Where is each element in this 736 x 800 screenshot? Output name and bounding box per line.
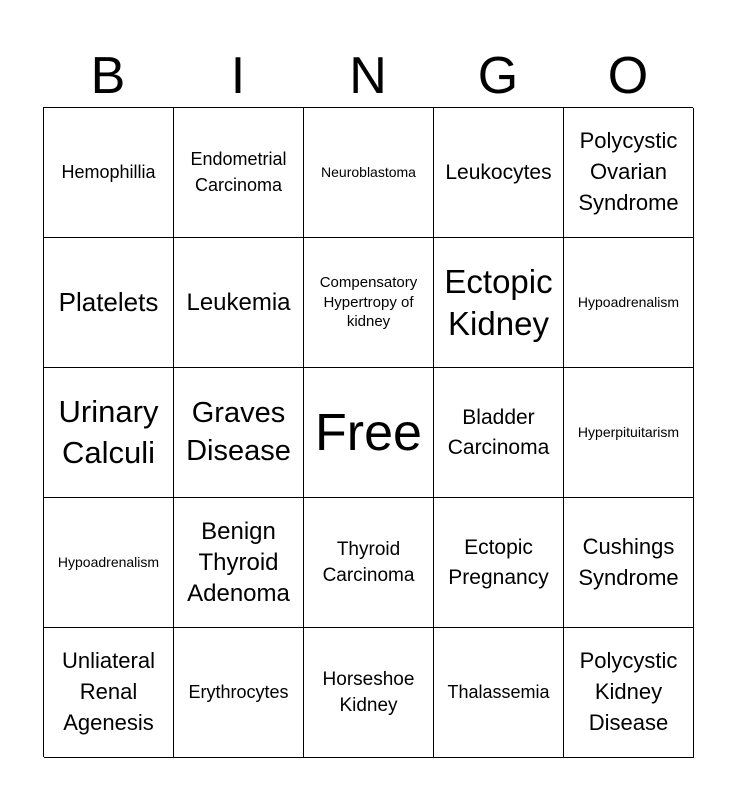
header-letter-b: B: [90, 47, 126, 105]
cell-text: Thalassemia: [447, 681, 550, 702]
free-space-text: Free: [315, 403, 422, 462]
bingo-cell[interactable]: [44, 238, 174, 368]
cell-text: Thyroid Carcinoma: [322, 538, 415, 586]
cell-text: Polycystic Ovarian Syndrome: [578, 128, 679, 215]
bingo-cell[interactable]: [304, 628, 434, 758]
cell-text: Compensatory Hypertropy of kidney: [319, 274, 418, 331]
cell-text: Unliateral Renal Agenesis: [62, 648, 155, 735]
bingo-cell[interactable]: [44, 108, 174, 238]
cell-text: Ectopic Kidney: [444, 263, 553, 342]
cell-text: Platelets: [58, 286, 159, 317]
header-letter-n: N: [349, 47, 387, 105]
bingo-cell[interactable]: [564, 238, 694, 368]
cell-text: Graves Disease: [186, 396, 291, 467]
bingo-header: [43, 44, 693, 108]
cell-text: Ectopic Pregnancy: [448, 536, 549, 589]
cell-text: Hypoadrenalism: [57, 554, 160, 571]
bingo-cell[interactable]: [174, 238, 304, 368]
header-letter-g: G: [477, 47, 519, 105]
bingo-cell[interactable]: [434, 368, 564, 498]
bingo-cell[interactable]: [434, 108, 564, 238]
cell-text: Erythrocytes: [188, 681, 289, 702]
cell-text: Hemophillia: [61, 161, 156, 182]
bingo-cell[interactable]: [434, 238, 564, 368]
bingo-cell[interactable]: [44, 368, 174, 498]
free-space-cell[interactable]: [304, 368, 434, 498]
bingo-cell[interactable]: [564, 498, 694, 628]
bingo-cell[interactable]: [44, 498, 174, 628]
bingo-cell[interactable]: [434, 628, 564, 758]
header-letter-i: I: [230, 47, 246, 105]
cell-text: Leukocytes: [445, 160, 552, 184]
bingo-grid: [43, 107, 693, 757]
bingo-cell[interactable]: [434, 498, 564, 628]
cell-text: Cushings Syndrome: [578, 533, 679, 590]
cell-text: Neuroblastoma: [321, 164, 416, 181]
bingo-cell[interactable]: [174, 368, 304, 498]
header-letter-o: O: [607, 47, 649, 105]
bingo-cell[interactable]: [304, 238, 434, 368]
cell-text: Bladder Carcinoma: [447, 406, 550, 459]
cell-text: Endometrial Carcinoma: [190, 149, 287, 195]
cell-text: Horseshoe Kidney: [322, 668, 415, 716]
cell-text: Hyperpituitarism: [577, 424, 680, 441]
cell-text: Leukemia: [186, 288, 291, 316]
bingo-cell[interactable]: [564, 108, 694, 238]
bingo-cell[interactable]: [174, 628, 304, 758]
bingo-cell[interactable]: [174, 498, 304, 628]
cell-text: Polycystic Kidney Disease: [579, 648, 678, 735]
cell-text: Hypoadrenalism: [577, 294, 680, 311]
cell-text: Benign Thyroid Adenoma: [187, 517, 290, 608]
cell-text: Urinary Calculi: [58, 394, 159, 470]
bingo-cell[interactable]: [304, 498, 434, 628]
bingo-cell[interactable]: [564, 368, 694, 498]
bingo-cell[interactable]: [174, 108, 304, 238]
bingo-cell[interactable]: [304, 108, 434, 238]
bingo-cell[interactable]: [564, 628, 694, 758]
bingo-cell[interactable]: [44, 628, 174, 758]
